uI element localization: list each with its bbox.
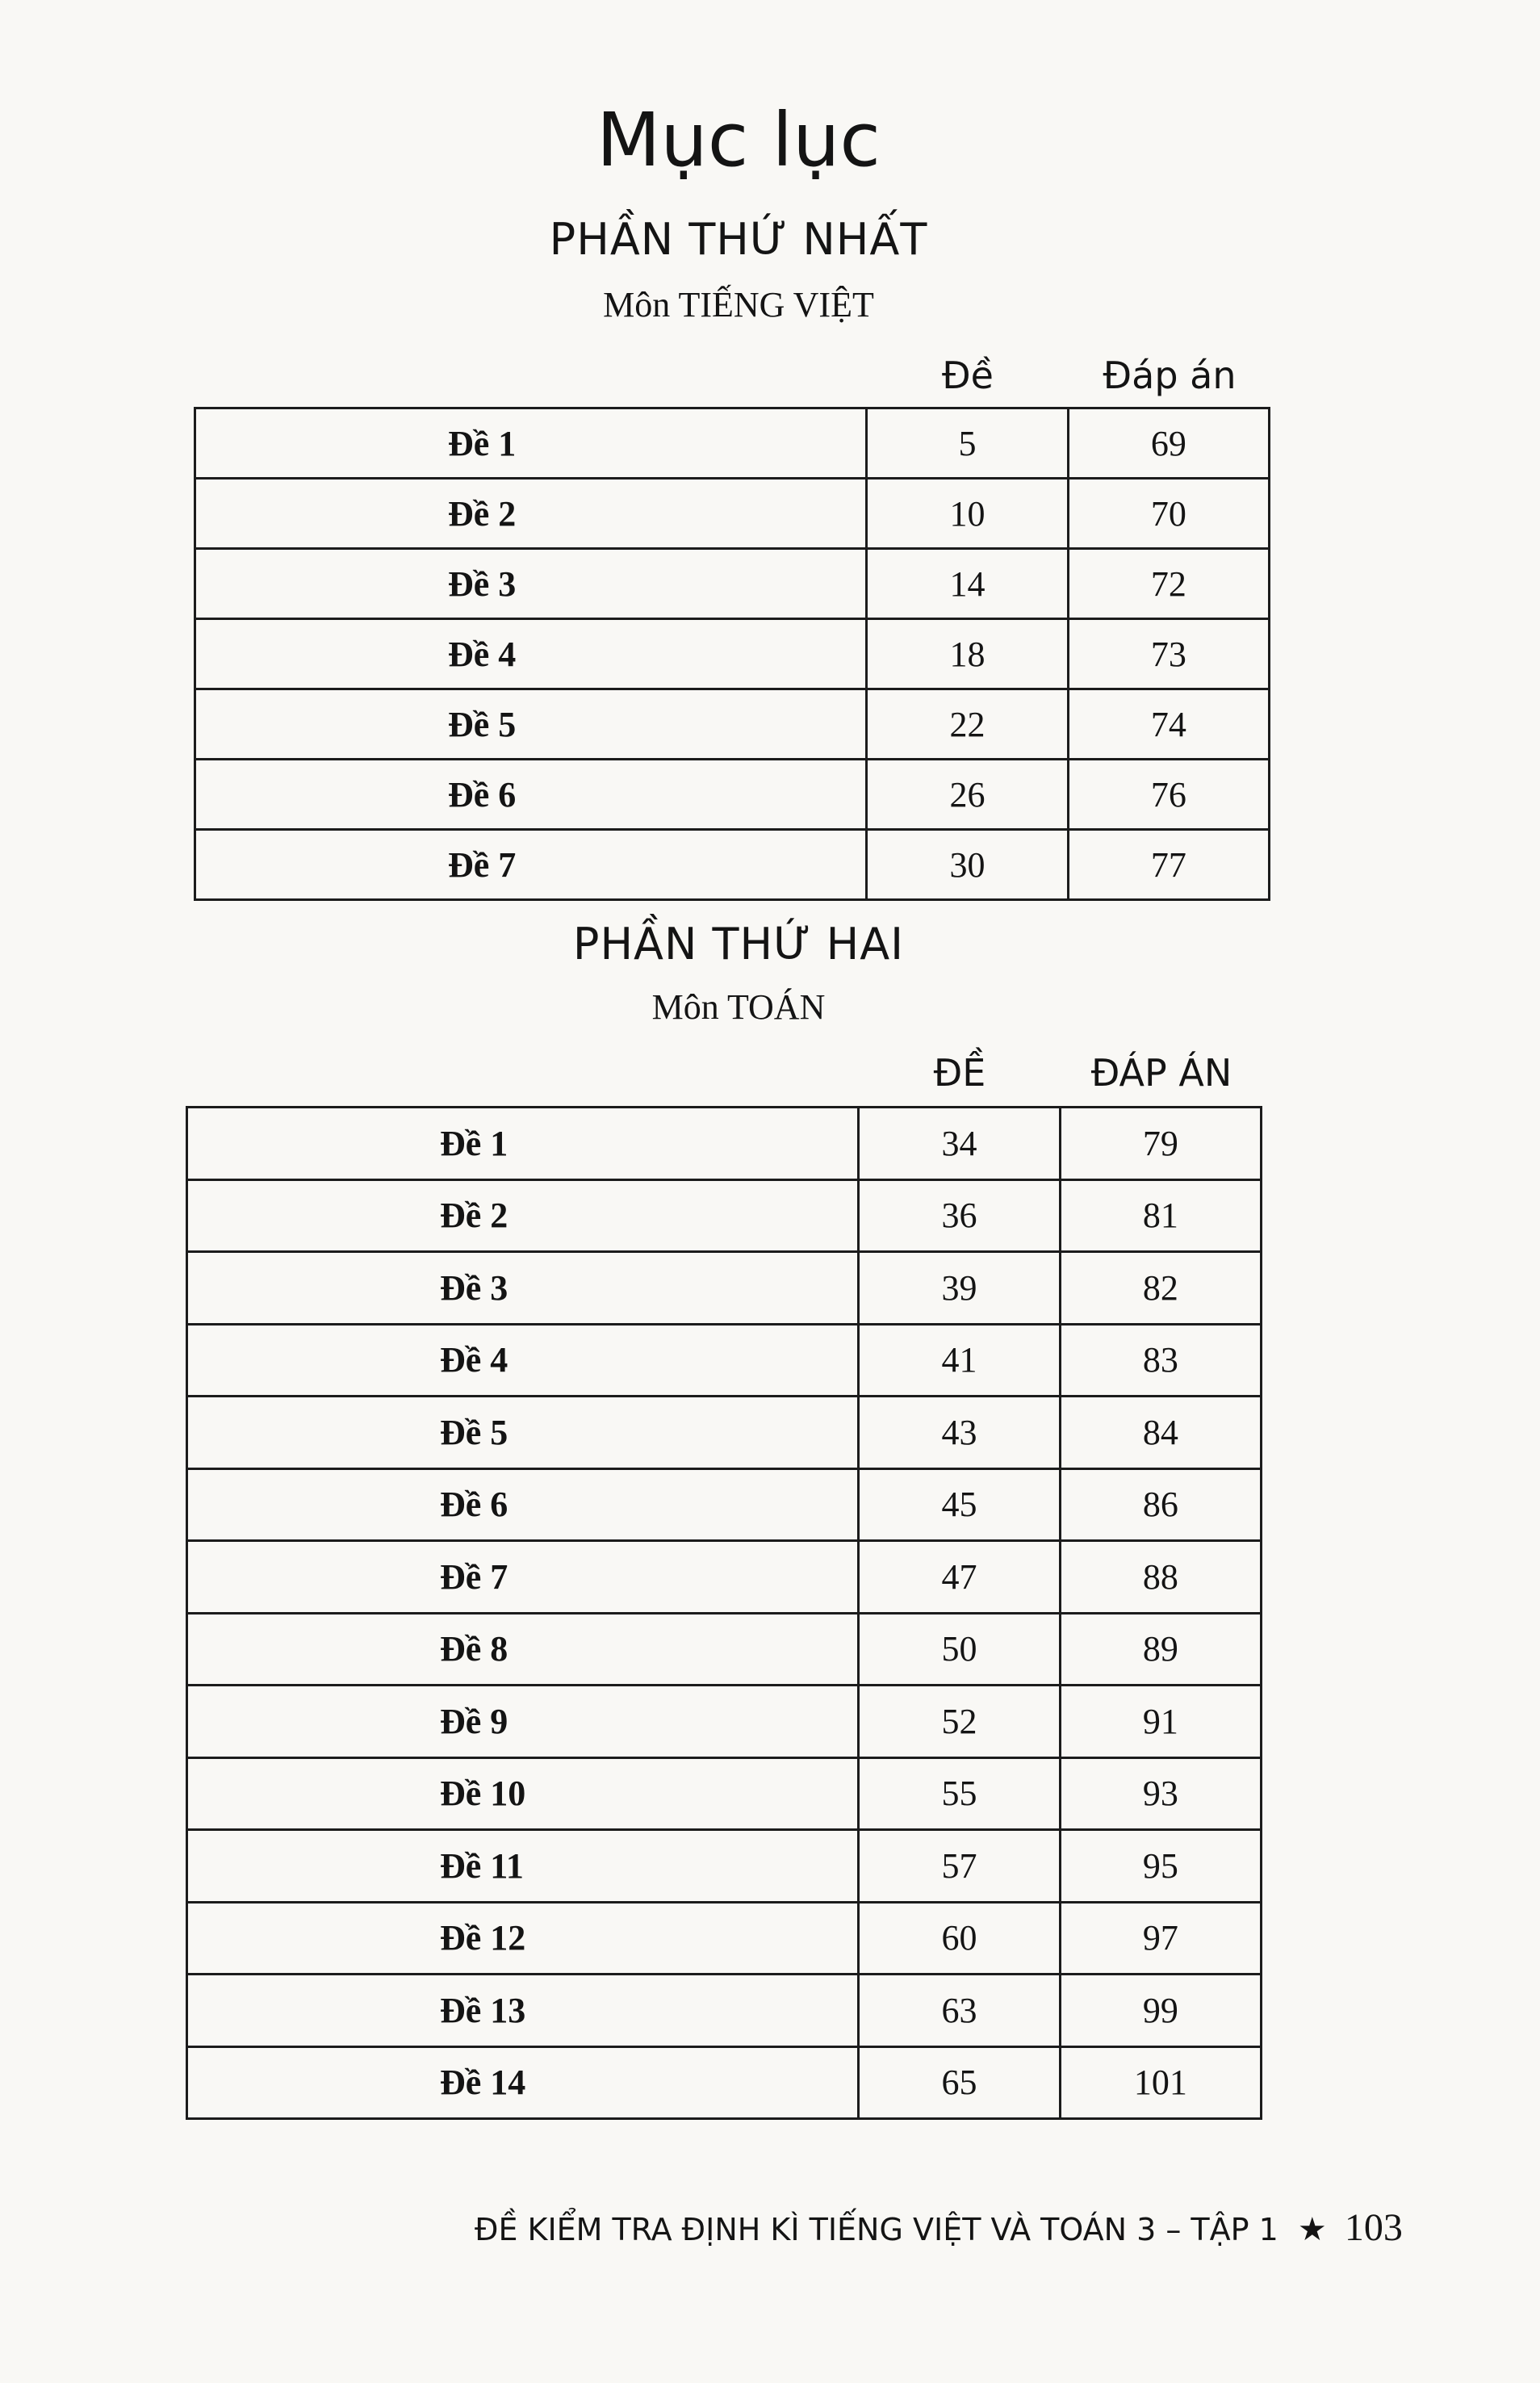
table-row <box>187 1468 1262 1541</box>
table-row <box>187 2046 1262 2119</box>
answer-page: 81 <box>1060 1179 1261 1252</box>
part1-toc-table <box>194 407 1270 901</box>
answer-page: 95 <box>1060 1830 1261 1903</box>
part2-heading: PHẦN THỨ HAI <box>572 919 905 970</box>
exam-page: 50 <box>859 1613 1060 1686</box>
exam-page: 26 <box>867 760 1068 830</box>
star-icon: ★ <box>1297 2211 1327 2248</box>
exam-page: 14 <box>867 549 1068 619</box>
answer-page: 82 <box>1060 1252 1261 1325</box>
table-row <box>195 689 1270 760</box>
answer-page: 86 <box>1060 1468 1261 1541</box>
exam-name: Đề 7 <box>187 1541 859 1614</box>
page-number: 103 <box>1344 2206 1403 2249</box>
answer-page: 89 <box>1060 1613 1261 1686</box>
part1-heading: PHẦN THỨ NHẤT <box>549 214 928 265</box>
table-row <box>187 1108 1262 1180</box>
exam-name: Đề 1 <box>195 408 867 479</box>
exam-page: 5 <box>867 408 1068 479</box>
part2-subject: Môn TOÁN <box>651 987 826 1027</box>
exam-name: Đề 4 <box>195 619 867 689</box>
answer-page: 76 <box>1068 760 1269 830</box>
exam-page: 10 <box>867 479 1068 549</box>
table-row <box>195 479 1270 549</box>
exam-name: Đề 13 <box>187 1975 859 2047</box>
page-title: Mục lục <box>596 97 881 183</box>
exam-page: 65 <box>859 2046 1060 2119</box>
table-row <box>187 1179 1262 1252</box>
exam-name: Đề 14 <box>187 2046 859 2119</box>
exam-name: Đề 5 <box>187 1397 859 1469</box>
table-row <box>187 1686 1262 1758</box>
table-row <box>187 1902 1262 1975</box>
part1-col-answer: Đáp án <box>1103 354 1237 397</box>
part1-col-exam: Đề <box>942 354 994 397</box>
part1-subject: Môn TIẾNG VIỆT <box>603 285 874 325</box>
table-row <box>195 619 1270 689</box>
exam-page: 18 <box>867 619 1068 689</box>
exam-name: Đề 1 <box>187 1108 859 1180</box>
answer-page: 93 <box>1060 1757 1261 1830</box>
page-footer <box>475 2205 1403 2250</box>
exam-page: 47 <box>859 1541 1060 1614</box>
table-row <box>195 760 1270 830</box>
exam-page: 57 <box>859 1830 1060 1903</box>
exam-page: 43 <box>859 1397 1060 1469</box>
answer-page: 97 <box>1060 1902 1261 1975</box>
answer-page: 73 <box>1068 619 1269 689</box>
exam-name: Đề 4 <box>187 1324 859 1397</box>
exam-page: 30 <box>867 830 1068 900</box>
exam-name: Đề 12 <box>187 1902 859 1975</box>
exam-name: Đề 2 <box>195 479 867 549</box>
answer-page: 69 <box>1068 408 1269 479</box>
exam-name: Đề 3 <box>187 1252 859 1325</box>
footer-book-title: ĐỀ KIỂM TRA ĐỊNH KÌ TIẾNG VIỆT VÀ TOÁN 3 – TẬP 1 <box>475 2212 1278 2247</box>
answer-page: 101 <box>1060 2046 1261 2119</box>
table-row <box>187 1397 1262 1469</box>
exam-page: 60 <box>859 1902 1060 1975</box>
exam-page: 45 <box>859 1468 1060 1541</box>
exam-name: Đề 9 <box>187 1686 859 1758</box>
table-row <box>195 408 1270 479</box>
answer-page: 99 <box>1060 1975 1261 2047</box>
answer-page: 72 <box>1068 549 1269 619</box>
answer-page: 88 <box>1060 1541 1261 1614</box>
exam-page: 52 <box>859 1686 1060 1758</box>
exam-page: 41 <box>859 1324 1060 1397</box>
table-row <box>187 1830 1262 1903</box>
exam-name: Đề 6 <box>195 760 867 830</box>
exam-name: Đề 11 <box>187 1830 859 1903</box>
answer-page: 83 <box>1060 1324 1261 1397</box>
exam-page: 55 <box>859 1757 1060 1830</box>
exam-page: 22 <box>867 689 1068 760</box>
exam-name: Đề 7 <box>195 830 867 900</box>
table-row <box>187 1252 1262 1325</box>
table-row <box>195 830 1270 900</box>
table-row <box>187 1324 1262 1397</box>
exam-name: Đề 6 <box>187 1468 859 1541</box>
part2-toc-table <box>186 1106 1262 2120</box>
table-row <box>187 1757 1262 1830</box>
exam-name: Đề 3 <box>195 549 867 619</box>
part2-col-answer: ĐÁP ÁN <box>1090 1051 1232 1095</box>
table-row <box>187 1541 1262 1614</box>
exam-name: Đề 5 <box>195 689 867 760</box>
table-row <box>195 549 1270 619</box>
exam-page: 36 <box>859 1179 1060 1252</box>
exam-name: Đề 10 <box>187 1757 859 1830</box>
part2-col-exam: ĐỀ <box>933 1051 986 1095</box>
exam-page: 34 <box>859 1108 1060 1180</box>
answer-page: 70 <box>1068 479 1269 549</box>
answer-page: 77 <box>1068 830 1269 900</box>
table-row <box>187 1975 1262 2047</box>
answer-page: 91 <box>1060 1686 1261 1758</box>
answer-page: 84 <box>1060 1397 1261 1469</box>
answer-page: 74 <box>1068 689 1269 760</box>
exam-name: Đề 2 <box>187 1179 859 1252</box>
exam-name: Đề 8 <box>187 1613 859 1686</box>
exam-page: 63 <box>859 1975 1060 2047</box>
exam-page: 39 <box>859 1252 1060 1325</box>
answer-page: 79 <box>1060 1108 1261 1180</box>
table-row <box>187 1613 1262 1686</box>
